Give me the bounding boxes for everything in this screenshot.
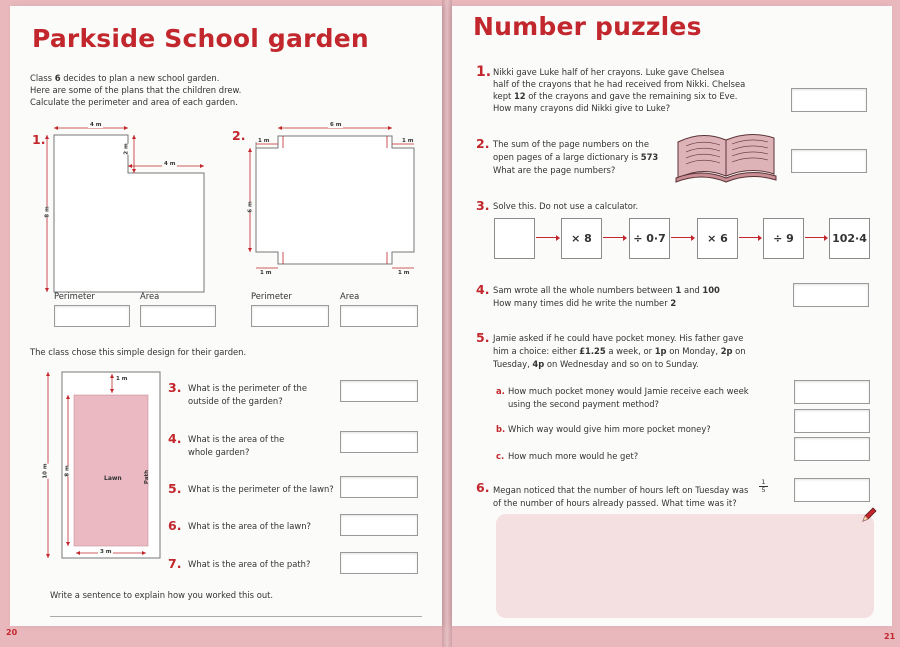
q4-number: 4. xyxy=(168,431,182,446)
q5-answer[interactable] xyxy=(340,476,418,498)
r-q1-line-2: half of the crayons that he had received from Nikki. Chelsea xyxy=(493,79,746,89)
r-q5b-answer[interactable] xyxy=(794,409,870,433)
r-q2-line-2: open pages of a large dictionary is 573 xyxy=(493,152,659,162)
r-q5-line-3: Tuesday, 4p on Wednesday and so on to Sunday. xyxy=(493,359,699,369)
q3-text-2: outside of the garden? xyxy=(188,396,283,406)
r-q5-line-2: him a choice: either £1.25 a week, or 1p on Monday, 2p on xyxy=(493,346,746,356)
book-gutter xyxy=(442,0,452,647)
q3-number: 3. xyxy=(168,380,182,395)
r-q3-text: Solve this. Do not use a calculator. xyxy=(493,201,639,211)
plan-1-perimeter-answer[interactable] xyxy=(54,305,130,327)
r-q1-line-3: kept 12 of the crayons and gave the remaining six to Eve. xyxy=(493,91,738,101)
dim-1m-br: 1 m xyxy=(398,270,410,276)
plan-2-perimeter-answer[interactable] xyxy=(251,305,329,327)
dim-3m: 3 m xyxy=(100,549,112,555)
r-q5b-label: b. xyxy=(496,424,506,434)
r-q5c-text: How much more would he get? xyxy=(508,451,639,461)
chain-step-1: × 8 xyxy=(561,218,602,259)
dim-1m-tl: 1 m xyxy=(258,138,270,144)
q6-answer[interactable] xyxy=(340,514,418,536)
r-q6-answer[interactable] xyxy=(794,478,870,502)
r-q4-answer[interactable] xyxy=(793,283,869,307)
r-q4-line-1: Sam wrote all the whole numbers between 1 and 100 xyxy=(493,285,720,295)
dim-1m-bl: 1 m xyxy=(260,270,272,276)
dim-2m: 2 m xyxy=(123,143,130,155)
q7-text: What is the area of the path? xyxy=(188,559,311,569)
area-label-2: Area xyxy=(340,291,360,301)
q4-answer[interactable] xyxy=(340,431,418,453)
dim-6m-side: 6 m xyxy=(247,201,254,213)
r-q2-line-1: The sum of the page numbers on the xyxy=(493,139,650,149)
chain-arrow-1 xyxy=(536,237,557,238)
simple-design-text: The class chose this simple design for their garden. xyxy=(30,347,247,357)
q6-text: What is the area of the lawn? xyxy=(188,521,311,531)
q3-text-1: What is the perimeter of the xyxy=(188,383,307,393)
r-q5-number: 5. xyxy=(476,330,490,345)
r-q3-number: 3. xyxy=(476,198,490,213)
q5-number: 5. xyxy=(168,481,182,496)
chain-arrow-4 xyxy=(739,237,759,238)
r-q6-line-2: of the number of hours already passed. What time was it? xyxy=(493,498,737,508)
q4-text-2: whole garden? xyxy=(188,447,250,457)
sentence-writing-line[interactable] xyxy=(50,616,422,617)
simple-garden-diagram xyxy=(40,366,170,566)
q3-answer[interactable] xyxy=(340,380,418,402)
r-q6-line-1: Megan noticed that the number of hours left on Tuesday was xyxy=(493,485,749,495)
r-q4-line-2: How many times did he write the number 2 xyxy=(493,298,677,308)
r-q1-number: 1. xyxy=(476,64,492,80)
dim-4m-inner: 4 m xyxy=(164,161,176,167)
dim-1m-path: 1 m xyxy=(116,376,128,382)
chain-arrow-2 xyxy=(603,237,624,238)
chain-step-2: ÷ 0·7 xyxy=(629,218,670,259)
r-q5a-line-2: using the second payment method? xyxy=(508,399,659,409)
q4-text-1: What is the area of the xyxy=(188,434,285,444)
plan-2-area-answer[interactable] xyxy=(340,305,418,327)
pencil-icon xyxy=(860,506,878,524)
r-q5a-answer[interactable] xyxy=(794,380,870,404)
r-q5a-label: a. xyxy=(496,386,505,396)
r-q6-number: 6. xyxy=(476,480,490,495)
area-label-1: Area xyxy=(140,291,160,301)
plan-2-number: 2. xyxy=(232,128,246,143)
r-q5c-label: c. xyxy=(496,451,505,461)
left-page xyxy=(10,6,442,626)
chain-arrow-3 xyxy=(671,237,692,238)
r-q5a-line-1: How much pocket money would Jamie receive each week xyxy=(508,386,749,396)
perimeter-label-2: Perimeter xyxy=(251,291,292,301)
open-book-icon xyxy=(672,126,780,184)
chain-step-3: × 6 xyxy=(697,218,738,259)
page-number-right: 21 xyxy=(884,632,896,641)
dim-8m: 8 m xyxy=(44,206,51,218)
dim-4m-top: 4 m xyxy=(90,122,102,128)
intro-line-1: Class 6 decides to plan a new school garden. xyxy=(30,73,220,83)
chain-start-answer[interactable] xyxy=(494,218,535,259)
plan-1-number: 1. xyxy=(32,132,46,147)
chain-step-4: ÷ 9 xyxy=(763,218,804,259)
perimeter-label-1: Perimeter xyxy=(54,291,95,301)
dim-6m-top: 6 m xyxy=(330,122,342,128)
page-number-left: 20 xyxy=(6,628,18,637)
intro-line-3: Calculate the perimeter and area of each garden. xyxy=(30,97,238,107)
r-q5c-answer[interactable] xyxy=(794,437,870,461)
r-q1-line-4: How many crayons did Nikki give to Luke? xyxy=(493,103,671,113)
r-q1-line-1: Nikki gave Luke half of her crayons. Luke gave Chelsea xyxy=(493,67,725,77)
intro-line-2: Here are some of the plans that the children drew. xyxy=(30,85,242,95)
r-q2-line-3: What are the page numbers? xyxy=(493,165,616,175)
r-q2-number: 2. xyxy=(476,136,490,151)
r-q4-number: 4. xyxy=(476,282,490,297)
r-q5b-text: Which way would give him more pocket money? xyxy=(508,424,711,434)
lawn-label: Lawn xyxy=(104,475,122,482)
working-area[interactable] xyxy=(496,514,874,618)
q6-number: 6. xyxy=(168,518,182,533)
plan-1-area-answer[interactable] xyxy=(140,305,216,327)
q5-text: What is the perimeter of the lawn? xyxy=(188,484,334,494)
page-title: Parkside School garden xyxy=(32,24,369,53)
dim-8m-lawn: 8 m xyxy=(64,465,71,477)
q7-number: 7. xyxy=(168,556,182,571)
dim-10m: 10 m xyxy=(42,463,49,479)
explain-sentence-prompt: Write a sentence to explain how you worked this out. xyxy=(50,590,274,600)
path-label: Path xyxy=(144,469,151,485)
r-q1-answer[interactable] xyxy=(791,88,867,112)
plan-2-diagram xyxy=(248,118,428,283)
r-q6-fraction: 1 5 xyxy=(759,479,768,494)
r-q5-line-1: Jamie asked if he could have pocket money. His father gave xyxy=(493,333,744,343)
page-title-right: Number puzzles xyxy=(473,12,702,41)
chain-arrow-5 xyxy=(805,237,825,238)
chain-result: 102·4 xyxy=(829,218,870,259)
dim-1m-tr: 1 m xyxy=(402,138,414,144)
q7-answer[interactable] xyxy=(340,552,418,574)
r-q2-answer[interactable] xyxy=(791,149,867,173)
